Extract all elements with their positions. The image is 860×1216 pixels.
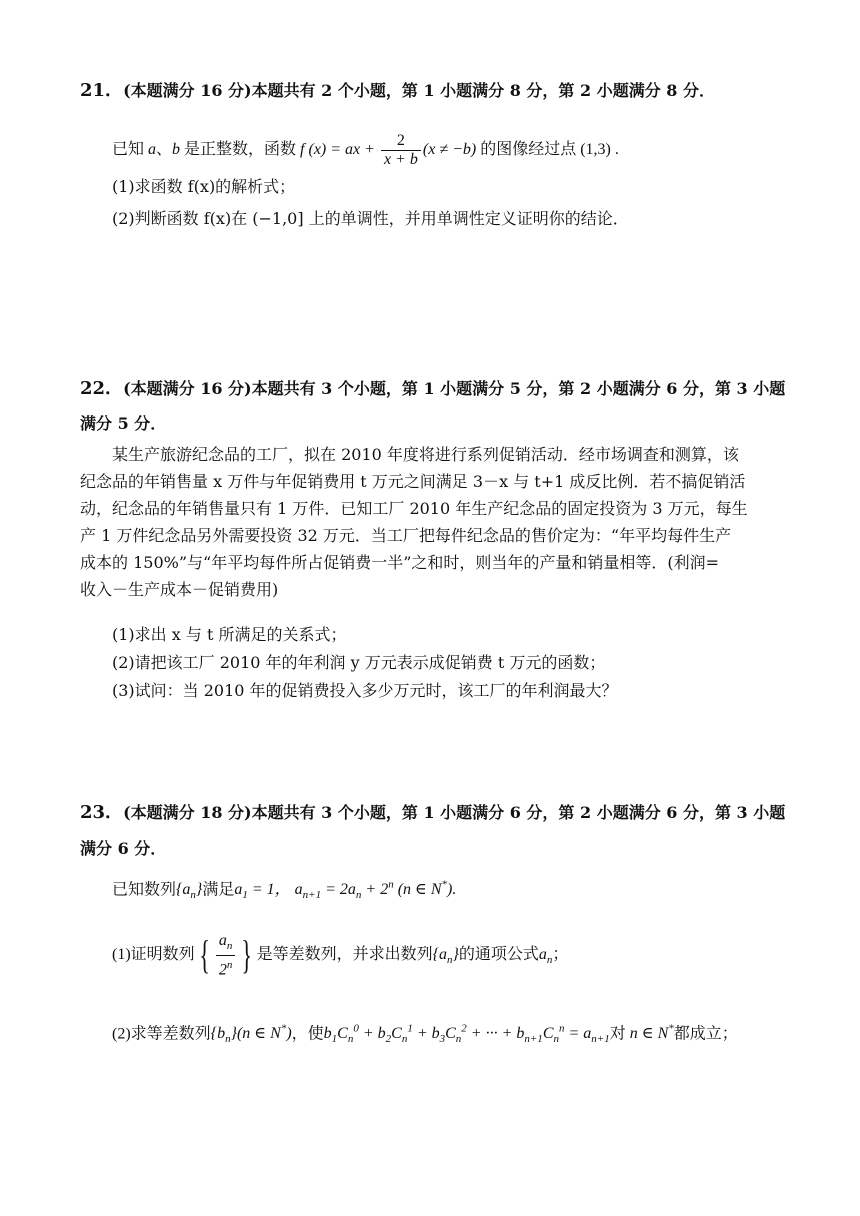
stem-text: 的图像经过点 (1,3) . (476, 141, 619, 158)
question-23-header-cont: 满分 6 分． (80, 839, 167, 858)
stem-text: 满足 (202, 881, 235, 899)
fraction: $\frac{a_n}{2^n}$ (216, 932, 236, 980)
question-number: 21． (80, 80, 124, 101)
part-label: (1)证明数列 (112, 946, 195, 963)
domain-condition: (x ≠ −b) (422, 141, 477, 158)
stem-text: 是正整数，函数 (180, 141, 301, 158)
fraction (381, 132, 421, 169)
function-expr: f (x) = ax + (300, 141, 375, 158)
var-a: a (148, 141, 157, 158)
question-number: 22． (80, 378, 124, 399)
question-scoring: (本题满分 16 分)本题共有 2 个小题，第 1 小题满分 8 分，第 2 小题满分 8 分． (123, 81, 715, 100)
stem-text: (2)求等差数列 (112, 1025, 211, 1043)
question-22-header-cont: 满分 5 分． (80, 414, 167, 433)
question-21-part-2: (2)判断函数 f(x)在 (−1,0] 上的单调性，并用单调性定义证明你的结论． (112, 209, 629, 228)
question-22-body-line: 收入－生产成本－促销费用) (80, 580, 279, 599)
question-22-body-line: 成本的 150%”与“年平均每件所占促销费一半”之和时，则当年的产量和销量相等．(利润= (80, 553, 720, 572)
question-23-stem: 已知数列$\{a_n\}$满足$a_1 = 1$， $a_{n+1} = 2a_n + 2^n$ (n ∈ N*). (112, 879, 457, 902)
question-scoring: (本题满分 18 分)本题共有 3 个小题，第 1 小题满分 6 分，第 2 小题满分 6 分，第 3 小题 (123, 803, 786, 822)
fraction-numerator: 2 (381, 132, 421, 151)
question-23-part-1: (1)证明数列 { $\frac{a_n}{2^n}$ } 是等差数列，并求出数列$\{a_n\}$的通项公式$a_n$； (112, 931, 569, 979)
stem-text: 的通项公式 (458, 946, 539, 963)
question-scoring: (本题满分 16 分)本题共有 3 个小题，第 1 小题满分 5 分，第 2 小题满分 6 分，第 3 小题 (123, 379, 786, 398)
question-21-stem (112, 128, 619, 172)
question-22-body-line: 产 1 万件纪念品另外需要投资 32 万元．当工厂把每件纪念品的售价定为：“年平均每件生产 (80, 526, 732, 545)
fraction-denominator: x + b (383, 150, 418, 168)
question-22-body-line: 纪念品的年销售量 x 万件与年促销费用 t 万元之间满足 3－x 与 t+1 成反比例．若不搞促销活 (80, 472, 746, 491)
stem-text: 已知 (112, 141, 149, 158)
question-23-header (80, 802, 785, 824)
stem-text: 、 (156, 141, 173, 158)
question-22-header (80, 378, 785, 400)
question-21-header (80, 80, 715, 102)
question-22-body-line: 动，纪念品的年销售量只有 1 万件．已知工厂 2010 年生产纪念品的固定投资为 3 万元，每生 (80, 499, 748, 518)
question-21-part-1: (1)求函数 f(x)的解析式； (112, 177, 296, 196)
stem-text: 已知数列 (112, 881, 177, 899)
var-b: b (172, 141, 181, 158)
question-number: 23． (80, 802, 124, 823)
question-23-part-2: (2)求等差数列$\{b_n\}(n$ ∈ N*)，使$b_1C_n^0 + b_2C_n^1 + b_3C_n^2$ + ··· + $b_{n+1}C_n^n = a_{n+1}$对 n ∈ N*都成立； (112, 1023, 738, 1046)
question-22-part-2: (2)请把该工厂 2010 年的年利润 y 万元表示成促销费 t 万元的函数； (112, 653, 606, 672)
stem-text: 对 (609, 1025, 626, 1043)
stem-text: 都成立； (673, 1025, 738, 1043)
stem-text: ，使 (291, 1025, 324, 1043)
question-22-part-3: (3)试问：当 2010 年的促销费投入多少万元时，该工厂的年利润最大？ (112, 681, 618, 700)
question-22-part-1: (1)求出 x 与 t 所满足的关系式； (112, 625, 347, 644)
stem-text: 是等差数列，并求出数列 (256, 946, 433, 963)
question-22-body-line: 某生产旅游纪念品的工厂，拟在 2010 年度将进行系列促销活动．经市场调查和测算，该 (112, 445, 739, 464)
